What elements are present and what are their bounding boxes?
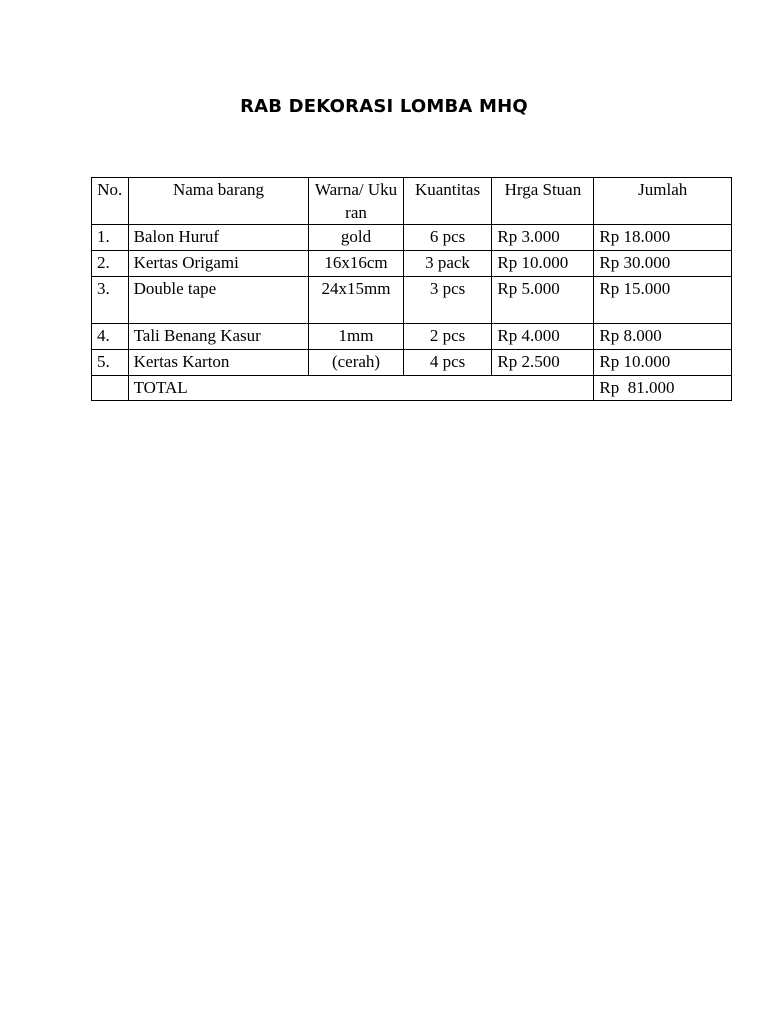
cell-nama: Double tape bbox=[128, 277, 309, 324]
table-row bbox=[92, 350, 732, 376]
document-title: RAB DEKORASI LOMBA MHQ bbox=[240, 96, 528, 117]
table-row bbox=[92, 225, 732, 251]
cell-no: 4. bbox=[92, 324, 129, 350]
cell-harga: Rp 10.000 bbox=[492, 251, 594, 277]
cell-harga: Rp 4.000 bbox=[492, 324, 594, 350]
cell-jumlah: Rp 15.000 bbox=[594, 277, 732, 324]
cell-no: 3. bbox=[92, 277, 129, 324]
cell-warna: gold bbox=[309, 225, 403, 251]
cell-jumlah: Rp 30.000 bbox=[594, 251, 732, 277]
table-row bbox=[92, 251, 732, 277]
table-header-row bbox=[92, 178, 732, 225]
cell-kuantitas: 4 pcs bbox=[403, 350, 492, 376]
cell-no: 1. bbox=[92, 225, 129, 251]
header-warna-ukuran: Warna/ Ukuran bbox=[309, 178, 403, 225]
cell-kuantitas: 3 pcs bbox=[403, 277, 492, 324]
cell-kuantitas: 3 pack bbox=[403, 251, 492, 277]
cell-jumlah: Rp 18.000 bbox=[594, 225, 732, 251]
cell-nama: Balon Huruf bbox=[128, 225, 309, 251]
cell-nama: Kertas Karton bbox=[128, 350, 309, 376]
cell-warna: 24x15mm bbox=[309, 277, 403, 324]
header-harga-satuan: Hrga Stuan bbox=[492, 178, 594, 225]
table-row bbox=[92, 277, 732, 324]
cell-nama: Kertas Origami bbox=[128, 251, 309, 277]
cell-kuantitas: 6 pcs bbox=[403, 225, 492, 251]
table-total-row bbox=[92, 376, 732, 401]
total-label: TOTAL bbox=[128, 376, 594, 401]
cell-nama: Tali Benang Kasur bbox=[128, 324, 309, 350]
cell-warna: 16x16cm bbox=[309, 251, 403, 277]
header-jumlah: Jumlah bbox=[594, 178, 732, 225]
table-row bbox=[92, 324, 732, 350]
cell-jumlah: Rp 8.000 bbox=[594, 324, 732, 350]
header-no: No. bbox=[92, 178, 129, 225]
cell-no: 5. bbox=[92, 350, 129, 376]
cell-warna: (cerah) bbox=[309, 350, 403, 376]
cell-jumlah: Rp 10.000 bbox=[594, 350, 732, 376]
cell-harga: Rp 5.000 bbox=[492, 277, 594, 324]
cell-harga: Rp 2.500 bbox=[492, 350, 594, 376]
cell-total-spacer bbox=[92, 376, 129, 401]
total-value: Rp 81.000 bbox=[594, 376, 732, 401]
cell-kuantitas: 2 pcs bbox=[403, 324, 492, 350]
header-kuantitas: Kuantitas bbox=[403, 178, 492, 225]
header-nama-barang: Nama barang bbox=[128, 178, 309, 225]
cell-warna: 1mm bbox=[309, 324, 403, 350]
budget-table bbox=[91, 177, 732, 401]
cell-no: 2. bbox=[92, 251, 129, 277]
cell-harga: Rp 3.000 bbox=[492, 225, 594, 251]
